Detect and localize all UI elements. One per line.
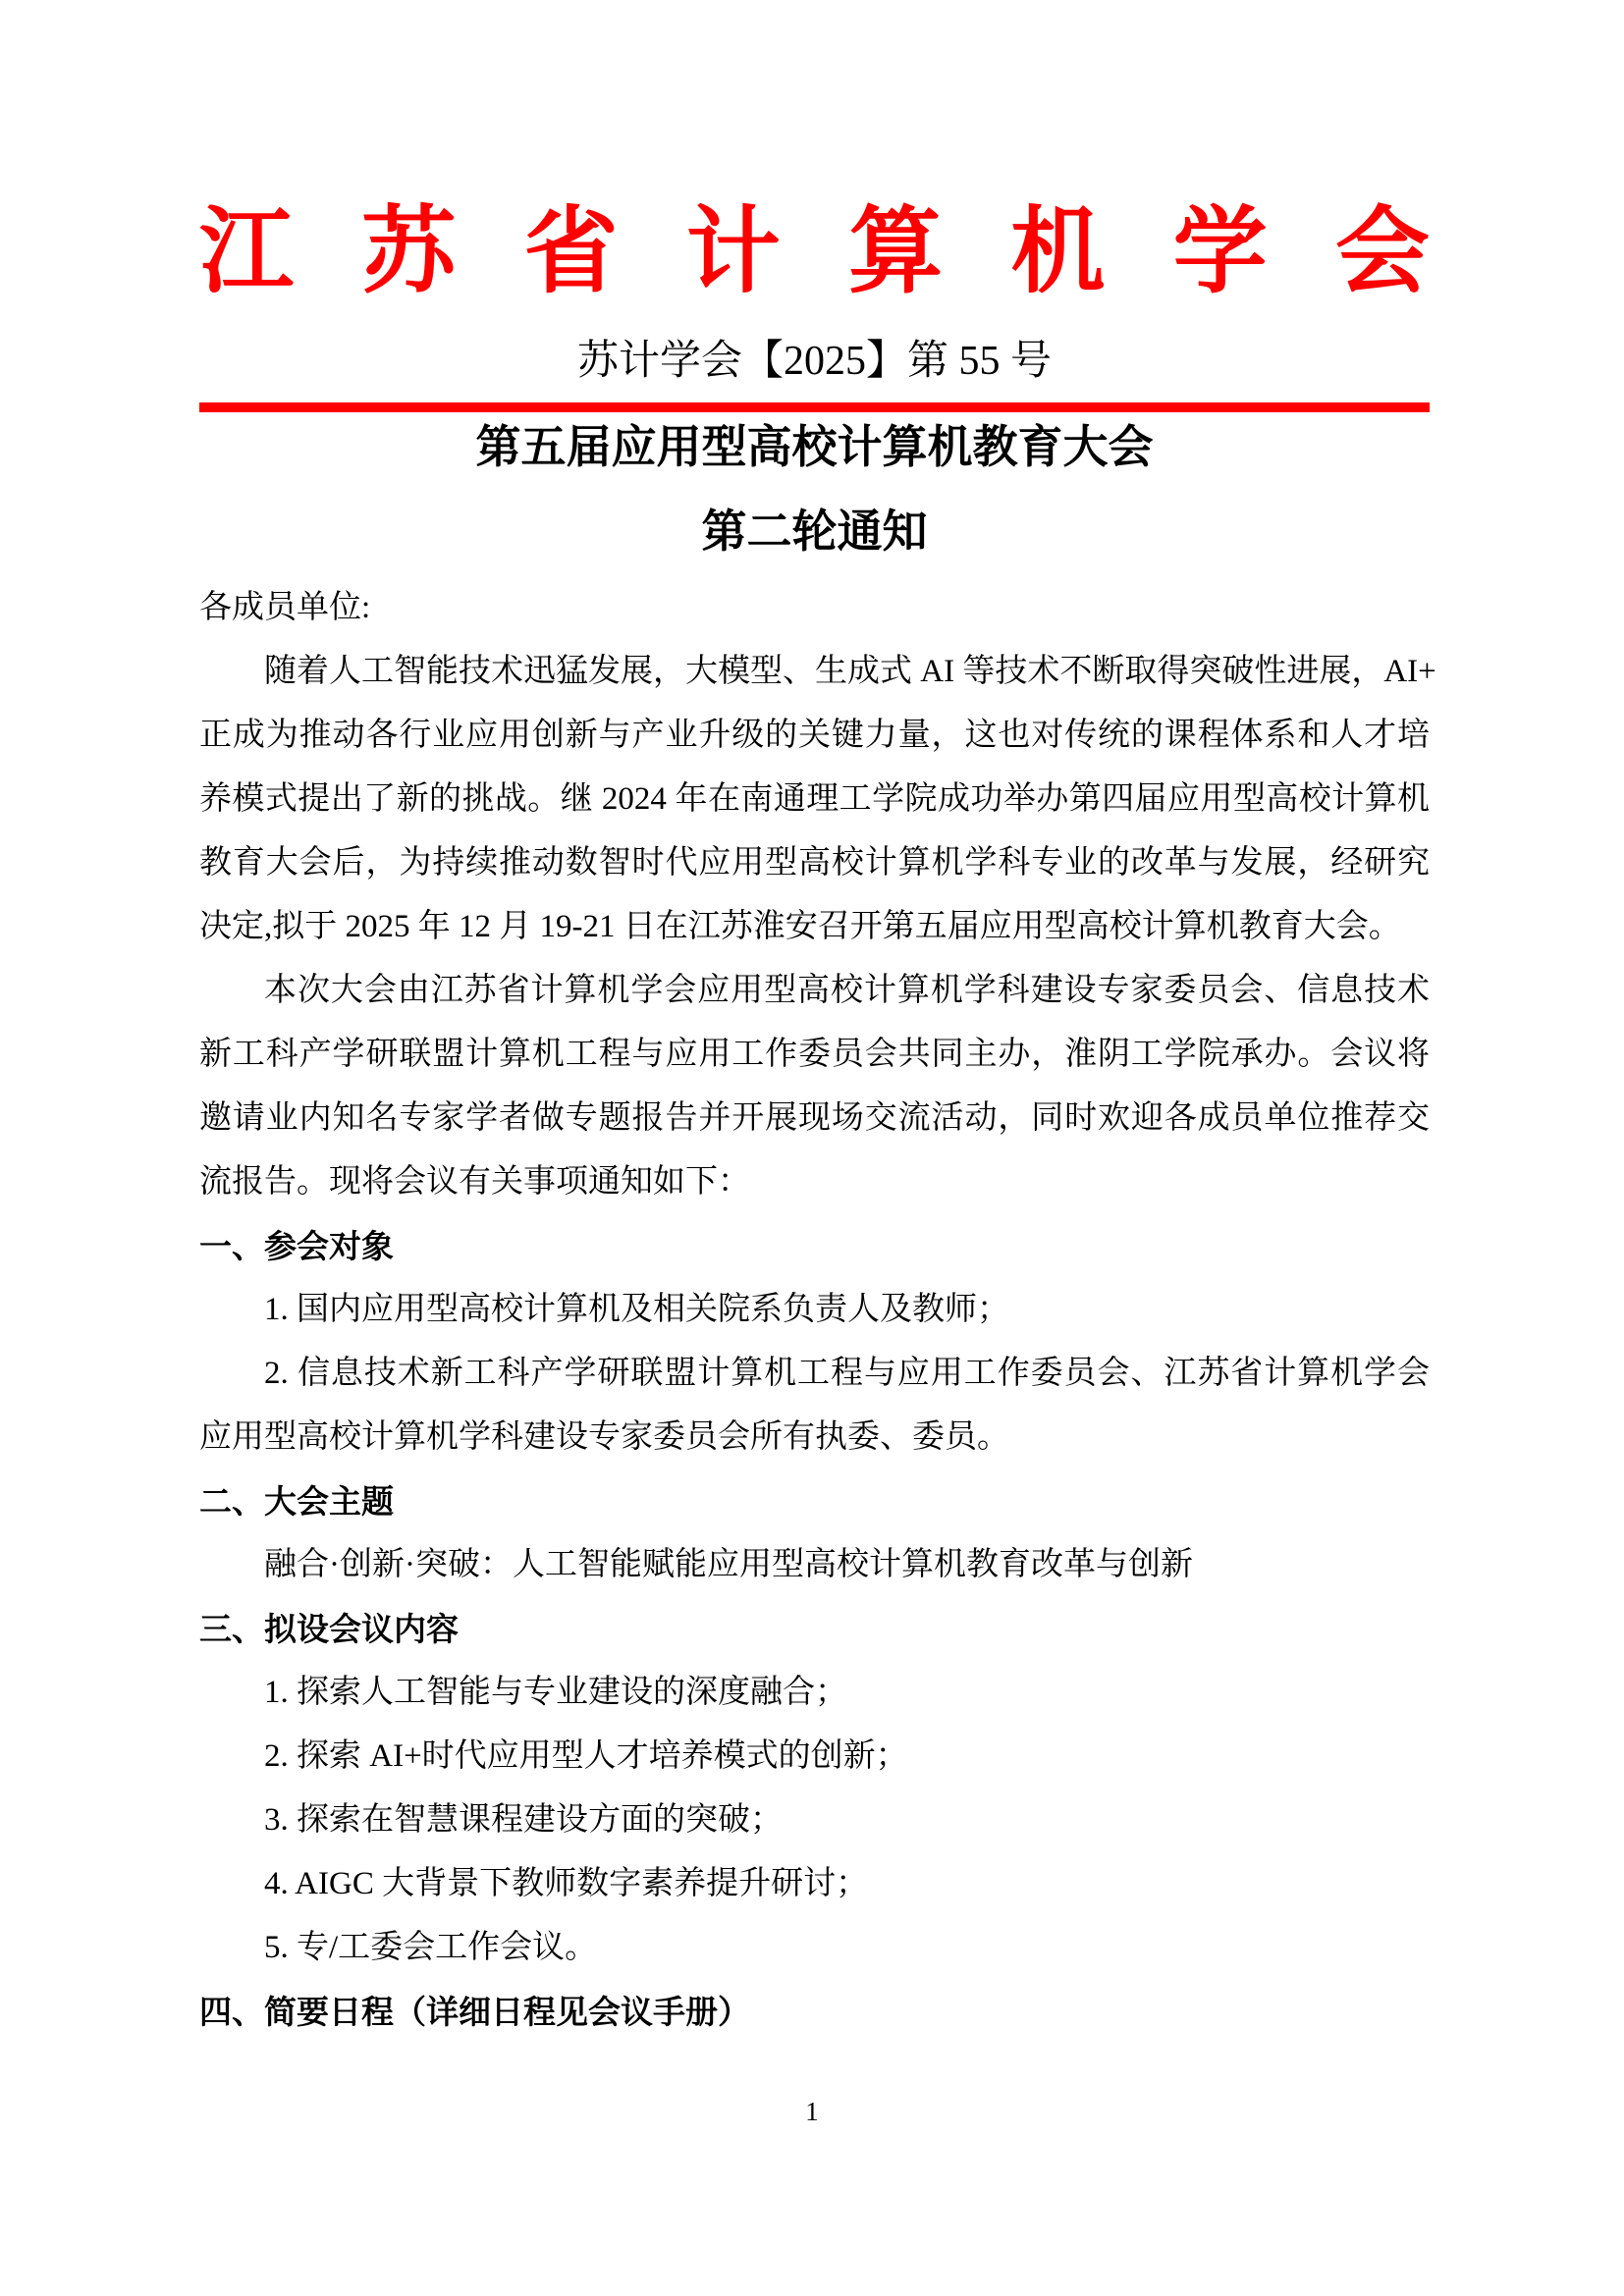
section-heading: 四、简要日程（详细日程见会议手册） (199, 1994, 750, 2030)
text-line: 应用型高校计算机学科建设专家委员会所有执委、委员。 (199, 1419, 1009, 1455)
text-line: 3. 探索在智慧课程建设方面的突破； (264, 1802, 783, 1838)
org-title-char: 苏 (361, 199, 457, 304)
org-title-char: 机 (1010, 199, 1106, 304)
org-title (199, 200, 1430, 304)
text-line: 2. 信息技术新工科产学研联盟计算机工程与应用工作委员会、江苏省计算机学会 (264, 1356, 1430, 1391)
doc-number: 苏计学会【2025】第 55 号 (576, 339, 1052, 384)
text-line: 2. 探索 AI+时代应用型人才培养模式的创新； (264, 1738, 908, 1774)
org-title-char: 计 (685, 199, 781, 304)
org-title-char: 省 (523, 199, 619, 304)
text-line: 教育大会后，为持续推动数智时代应用型高校计算机学科专业的改革与发展，经研究 (199, 845, 1430, 881)
text-line: 5. 专/工委会工作会议。 (264, 1930, 598, 1965)
text-line: 养模式提出了新的挑战。继 2024 年在南通理工学院成功举办第四届应用型高校计算机 (199, 781, 1430, 817)
org-title-char: 算 (848, 199, 944, 304)
text-line: 随着人工智能技术迅猛发展，大模型、生成式 AI 等技术不断取得突破性进展，AI+ (264, 654, 1436, 689)
text-line: 1. 国内应用型高校计算机及相关院系负责人及教师； (264, 1292, 1009, 1327)
text-line: 各成员单位: (199, 590, 371, 625)
section-heading: 三、拟设会议内容 (199, 1611, 459, 1647)
section-heading: 二、大会主题 (199, 1483, 394, 1520)
org-title-char: 学 (1172, 199, 1268, 304)
text-line: 决定,拟于 2025 年 12 月 19-21 日在江苏淮安召开第五届应用型高校计算机教育大会。 (199, 909, 1401, 944)
org-title-char: 江 (199, 199, 294, 304)
text-line: 本次大会由江苏省计算机学会应用型高校计算机学科建设专家委员会、信息技术 (264, 973, 1430, 1008)
section-heading: 一、参会对象 (199, 1228, 394, 1264)
page-number: 1 (805, 2097, 819, 2126)
text-line: 邀请业内知名专家学者做专题报告并开展现场交流活动，同时欢迎各成员单位推荐交 (199, 1100, 1430, 1136)
text-line: 融合·创新·突破：人工智能赋能应用型高校计算机教育改革与创新 (264, 1547, 1193, 1582)
notice-round-subtitle: 第二轮通知 (701, 507, 928, 557)
text-line: 新工科产学研联盟计算机工程与应用工作委员会共同主办，淮阴工学院承办。会议将 (199, 1037, 1430, 1072)
text-line: 1. 探索人工智能与专业建设的深度融合； (264, 1675, 847, 1710)
text-line: 流报告。现将会议有关事项通知如下： (199, 1164, 750, 1200)
org-title-char: 会 (1334, 199, 1430, 304)
body-lines (199, 576, 1436, 2044)
text-line: 正成为推动各行业应用创新与产业升级的关键力量，这也对传统的课程体系和人才培 (199, 718, 1430, 753)
text-line: 4. AIGC 大背景下教师数字素养提升研讨； (264, 1866, 869, 1901)
red-divider-rule (199, 402, 1430, 412)
conference-title: 第五届应用型高校计算机教育大会 (475, 422, 1154, 472)
